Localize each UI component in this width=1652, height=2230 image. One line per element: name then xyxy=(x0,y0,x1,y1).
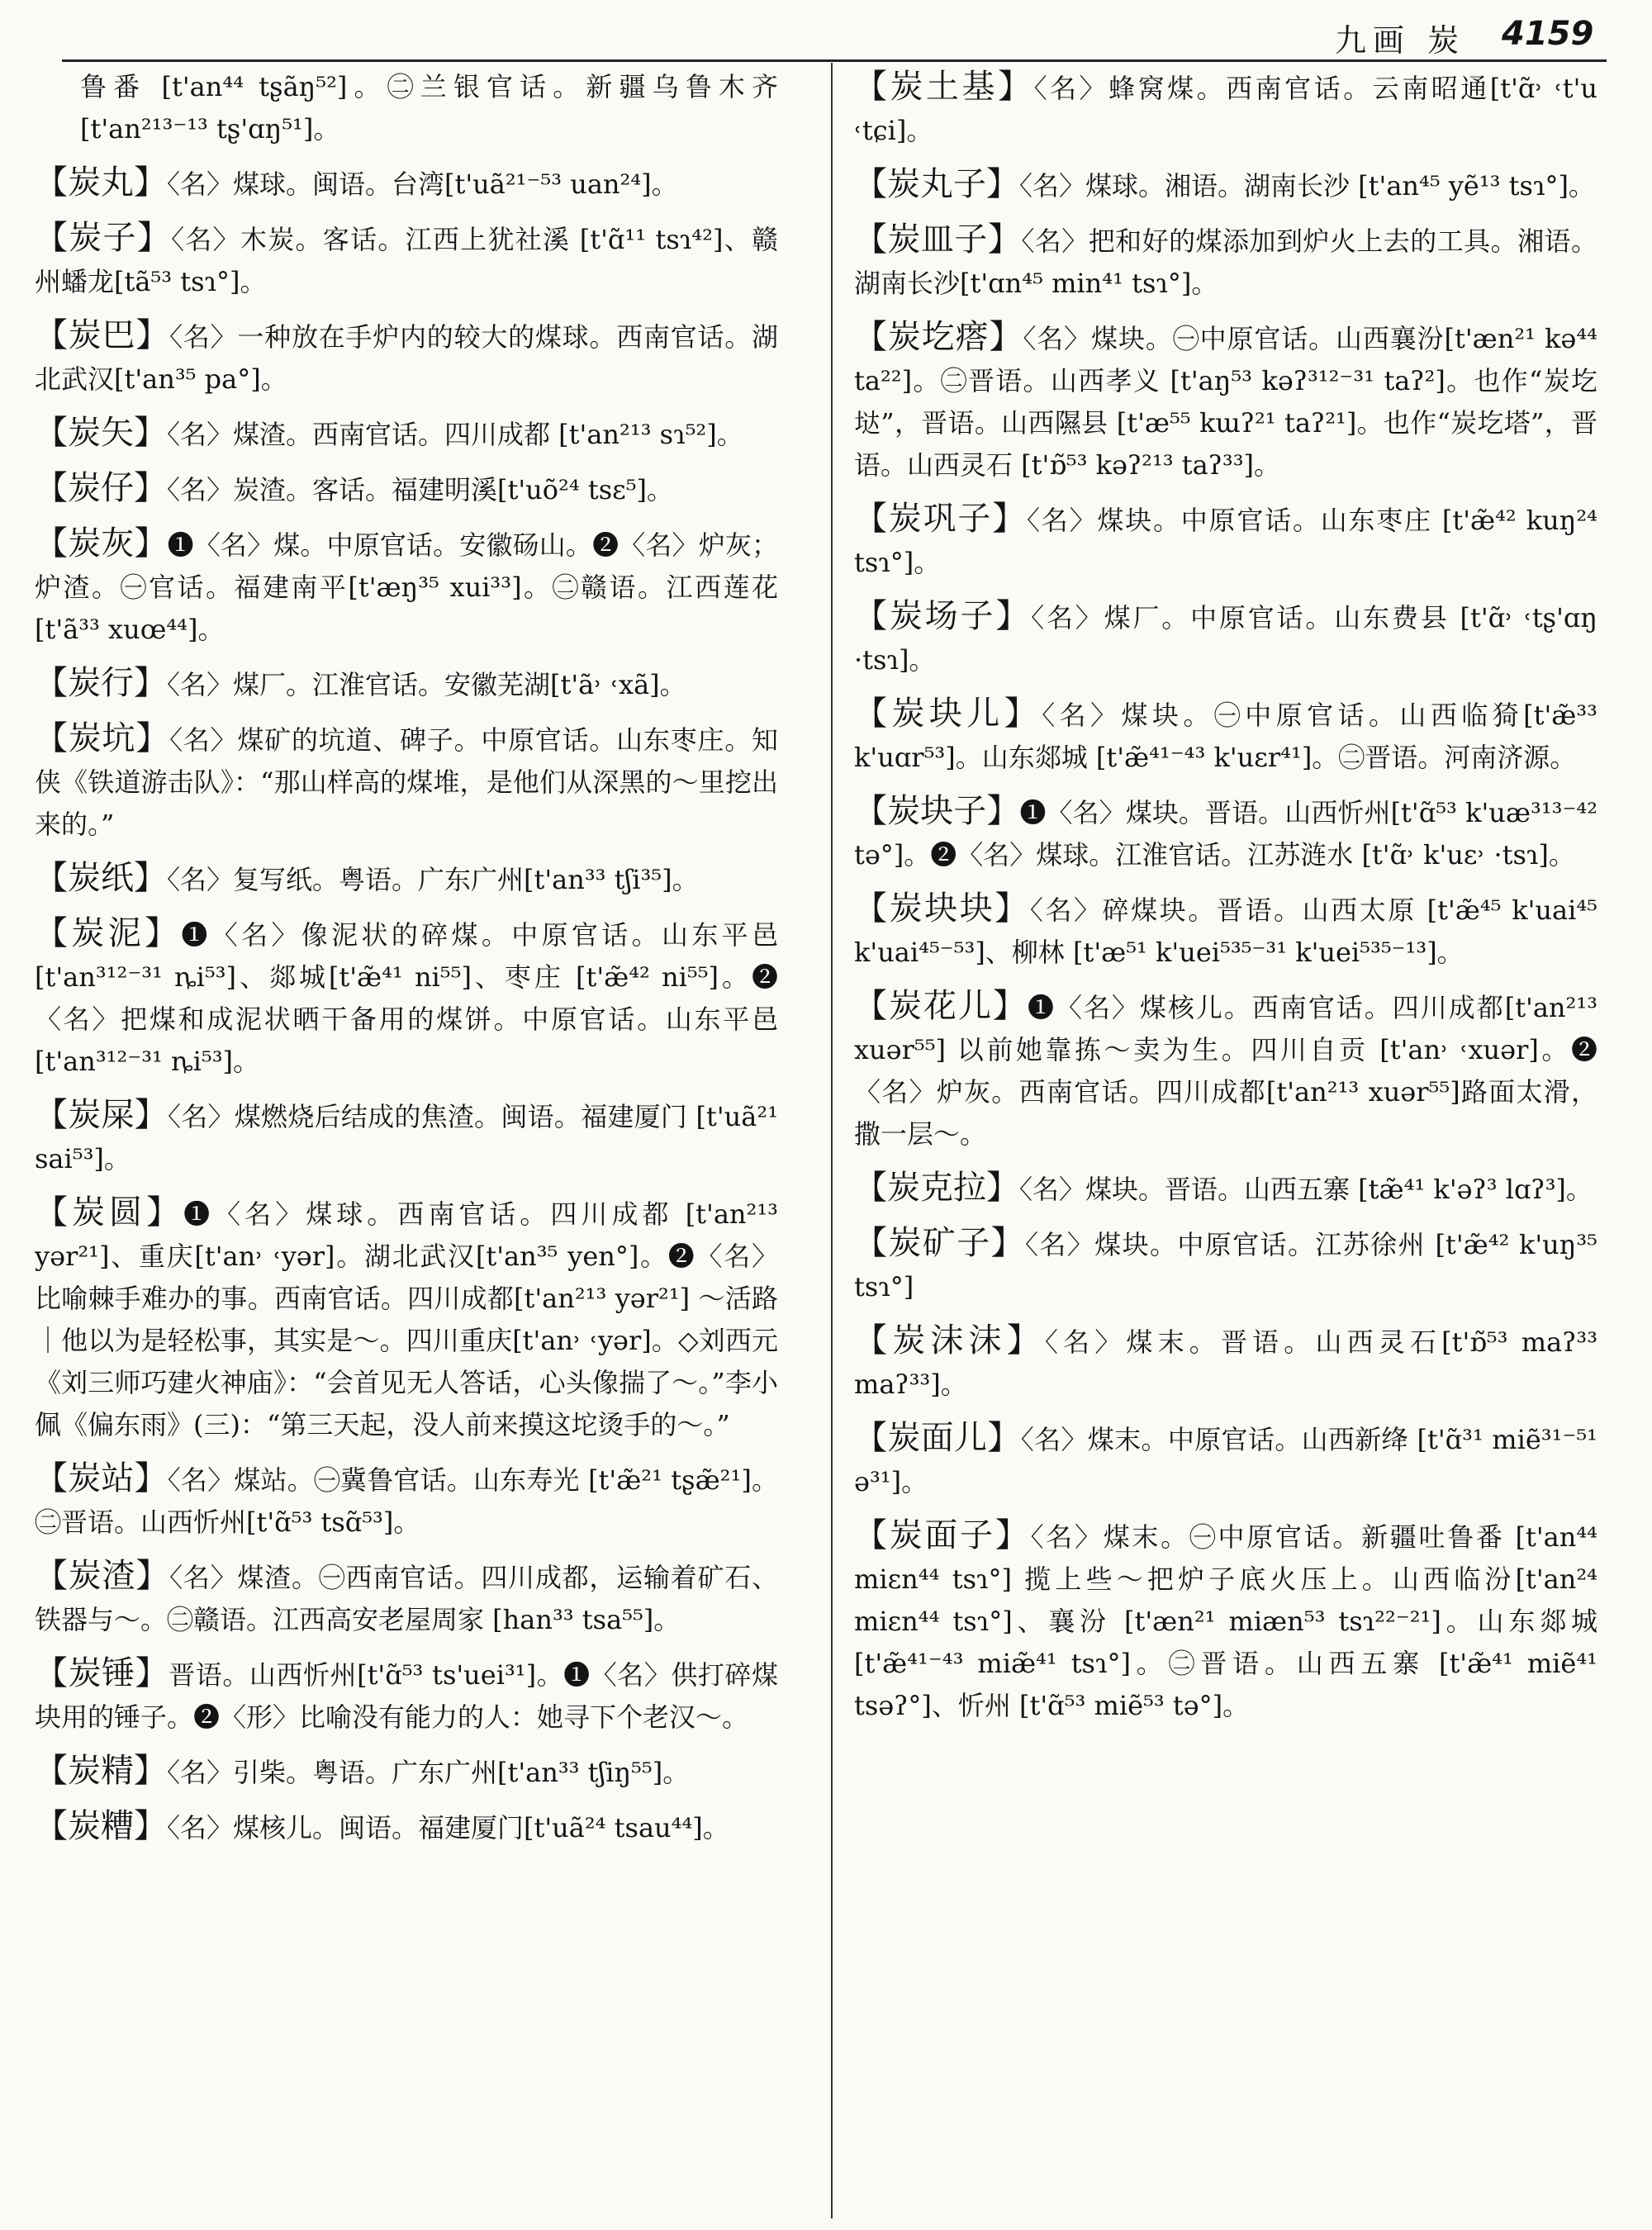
entry-headword: 【炭面儿】 xyxy=(854,1419,1021,1457)
entry-definition: 〈名〉煤厂。江淮官话。安徽芜湖[t'ã˒ ˓xã]。 xyxy=(167,669,686,700)
entry-headword: 【炭花儿】 xyxy=(854,987,1028,1025)
entry-definition: ❶〈名〉煤核儿。西南官话。四川成都[t'an²¹³ xuər⁵⁵] 以前她靠拣～卖为生。四川自贡 [t'an˒ ˓xuər]。❷〈名〉炉灰。西南官话。四川成都[t'an²¹³ xuər⁵⁵]路面太滑，撒一层～。 xyxy=(854,992,1598,1150)
entry-headword: 【炭矢】 xyxy=(35,414,167,452)
entry-headword: 【炭块儿】 xyxy=(854,695,1042,733)
entry-definition: 〈名〉煤块。中原官话。山东枣庄 [t'æ̃⁴² kuŋ²⁴ tsɿ°]。 xyxy=(854,505,1597,578)
entry-headword: 【炭圆】 xyxy=(35,1193,184,1231)
entry-headword: 【炭丸】 xyxy=(35,164,167,202)
entry-headword: 【炭坑】 xyxy=(35,719,170,757)
dictionary-entry xyxy=(854,1320,1597,1406)
entry-headword: 【炭泥】 xyxy=(35,914,182,952)
dictionary-entry xyxy=(35,913,778,1083)
dictionary-entry xyxy=(35,467,778,511)
dictionary-entry xyxy=(854,164,1597,207)
entry-headword: 【炭灰】 xyxy=(35,524,168,562)
dictionary-entry xyxy=(35,1458,778,1544)
entry-definition: ❶〈名〉煤球。西南官话。四川成都 [t'an²¹³ yər²¹]、重庆[t'an˒ ˓yər]。湖北武汉[t'an³⁵ yen°]。❷〈名〉比喻棘手难办的事。西南官话。四川成都[t'an²¹³ yər²¹] ～活路｜他以为是轻松事，其实是～。四川重庆[t'an˒ ˓yər]。◇刘西元《刘三师巧建火神庙》：“会首见无人答话，心头像揣了～。”李小佩《偏东雨》(三)：“第三天起，没人前来摸这坨烫手的～。” xyxy=(35,1198,779,1440)
entry-definition: 〈名〉引柴。粤语。广东广州[t'an³³ tʃiŋ⁵⁵]。 xyxy=(167,1757,690,1788)
entry-headword: 【炭矿子】 xyxy=(854,1224,1025,1262)
column-divider xyxy=(831,63,833,2218)
entry-headword: 【炭仔】 xyxy=(35,469,167,507)
entry-headword: 【炭面子】 xyxy=(854,1516,1031,1554)
dictionary-entry xyxy=(854,1417,1597,1503)
entry-headword: 【炭糟】 xyxy=(35,1807,167,1845)
dictionary-entry xyxy=(854,219,1597,305)
dictionary-entry xyxy=(854,595,1597,681)
entry-headword: 【炭土基】 xyxy=(854,68,1034,106)
dictionary-entry xyxy=(854,498,1597,584)
running-header xyxy=(0,0,1652,58)
entry-definition: 〈名〉煤厂。中原官话。山东费县 [t'ɑ̃˒ ˓tʂ'ɑŋ ·tsɿ]。 xyxy=(854,602,1597,676)
dictionary-entry xyxy=(35,1192,778,1446)
entry-definition: 〈名〉炭渣。客话。福建明溪[t'uõ²⁴ tsɛ⁵]。 xyxy=(167,474,674,505)
entry-definition: 〈名〉煤末。㊀中原官话。新疆吐鲁番 [t'an⁴⁴ miɛn⁴⁴ tsɿ°] 揽上些～把炉子底火压上。山西临汾[t'an²⁴ miɛn⁴⁴ tsɿ°]、襄汾 [t'æn²¹ miæn⁵³ tsɿ²²⁻²¹]。山东郯城 [t'æ̃⁴¹⁻⁴³ miæ̃⁴¹ tsɿ°]。㊁晋语。山西五寨 [t'æ̃⁴¹ miẽ⁴¹ tsəʔ°]、忻州 [t'ɑ̃⁵³ miẽ⁵³ tə°]。 xyxy=(854,1521,1598,1721)
dictionary-entry xyxy=(35,66,778,150)
entry-definition: 〈名〉木炭。客话。江西上犹社溪 [t'ɑ̃¹¹ tsɿ⁴²]、赣州蟠龙[tã⁵³ tsɿ°]。 xyxy=(35,224,778,297)
dictionary-entry xyxy=(35,718,778,846)
entry-definition: 〈名〉煤球。闽语。台湾[t'uã²¹⁻⁵³ uan²⁴]。 xyxy=(167,168,678,200)
dictionary-entry xyxy=(854,1222,1597,1308)
entry-headword: 【炭克拉】 xyxy=(854,1169,1019,1207)
entry-headword: 【炭场子】 xyxy=(854,597,1032,635)
dictionary-entry xyxy=(854,66,1597,152)
entry-definition: 〈名〉煤渣。西南官话。四川成都 [t'an²¹³ sɿ⁵²]。 xyxy=(167,419,743,450)
entry-headword: 【炭站】 xyxy=(35,1459,168,1497)
entry-headword: 【炭丸子】 xyxy=(854,165,1019,203)
entry-definition: 〈名〉一种放在手炉内的较大的煤球。西南官话。湖北武汉[t'an³⁵ pa°]。 xyxy=(35,321,779,395)
entry-headword: 【炭巴】 xyxy=(35,316,170,354)
entry-headword: 【炭屎】 xyxy=(35,1096,169,1134)
dictionary-entry xyxy=(35,1653,778,1739)
entry-definition: 〈名〉煤渣。㊀西南官话。四川成都，运输着矿石、铁器与～。㊁赣语。江西高安老屋周家 [han³³ tsa⁵⁵]。 xyxy=(35,1562,779,1635)
entry-definition: 〈名〉煤末。中原官话。山西新绛 [t'ɑ̃³¹ miẽ³¹⁻⁵¹ ə³¹]。 xyxy=(854,1424,1598,1497)
entry-definition: 〈名〉煤核儿。闽语。福建厦门[t'uã²⁴ tsau⁴⁴]。 xyxy=(167,1812,729,1843)
dictionary-entry xyxy=(35,315,778,401)
entry-definition: 〈名〉复写纸。粤语。广东广州[t'an³³ tʃi³⁵]。 xyxy=(167,864,699,895)
entry-definition: 〈名〉蜂窝煤。西南官话。云南昭通[t'ɑ̃˒ ˓t'u ˓tɕi]。 xyxy=(854,73,1598,146)
dictionary-entry xyxy=(35,412,778,456)
dictionary-entry xyxy=(854,1515,1597,1727)
dictionary-entry xyxy=(854,790,1597,876)
entry-headword: 【炭纸】 xyxy=(35,859,167,897)
entry-headword: 【炭块块】 xyxy=(854,890,1030,928)
dictionary-entry xyxy=(854,1167,1597,1211)
dictionary-entry xyxy=(35,523,778,651)
entry-headword: 【炭沫沫】 xyxy=(854,1321,1045,1359)
entry-headword: 【炭块子】 xyxy=(854,792,1020,830)
entry-definition: 〈名〉煤站。㊀冀鲁官话。山东寿光 [t'æ̃²¹ tʂæ̃²¹]。㊁晋语。山西忻州[t'ɑ̃⁵³ tsɑ̃⁵³]。 xyxy=(35,1464,778,1538)
dictionary-entry xyxy=(35,1805,778,1849)
entry-definition: 〈名〉碎煤块。晋语。山西太原 [t'æ̃⁴⁵ k'uai⁴⁵ k'uai⁴⁵⁻⁵³]、柳林 [t'æ⁵¹ k'uei⁵³⁵⁻³¹ k'uei⁵³⁵⁻¹³]。 xyxy=(854,894,1598,968)
entry-headword: 【炭皿子】 xyxy=(854,221,1022,259)
entry-definition: ❶〈名〉像泥状的碎煤。中原官话。山东平邑 [t'an³¹²⁻³¹ ȵi⁵³]、郯城[t'æ̃⁴¹ ni⁵⁵]、枣庄 [t'æ̃⁴² ni⁵⁵]。❷〈名〉把煤和成泥状晒干备用的煤饼。中原官话。山东平邑[t'an³¹²⁻³¹ ȵi⁵³]。 xyxy=(35,919,779,1077)
header-rule xyxy=(62,59,1607,62)
entry-headword: 【炭精】 xyxy=(35,1752,167,1790)
dictionary-entry xyxy=(35,162,778,206)
dictionary-entry xyxy=(35,1750,778,1794)
dictionary-entry xyxy=(35,662,778,706)
entry-definition: 〈名〉把和好的煤添加到炉火上去的工具。湘语。湖南长沙[t'ɑn⁴⁵ min⁴¹ tsɿ°]。 xyxy=(854,225,1598,299)
dictionary-entry xyxy=(35,217,778,303)
dictionary-entry xyxy=(854,888,1597,974)
entry-headword: 【炭子】 xyxy=(35,219,172,257)
entry-definition: 〈名〉煤块。㊀中原官话。山西襄汾[t'æn²¹ kə⁴⁴ ta²²]。㊁晋语。山西孝义 [t'aŋ⁵³ kəʔ³¹²⁻³¹ taʔ²]。也作“炭圪垯”，晋语。山西隰县 [t'æ⁵⁵ kɯʔ²¹ taʔ²¹]。也作“炭圪塔”，晋语。山西灵石 [t'ɒ̃⁵³ kəʔ²¹³ taʔ³³]。 xyxy=(854,323,1598,481)
entry-headword: 【炭巩子】 xyxy=(854,500,1027,538)
dictionary-entry xyxy=(35,1094,778,1180)
page-number: 4159 xyxy=(1502,15,1594,53)
dictionary-entry xyxy=(35,1555,778,1641)
entry-headword: 【炭渣】 xyxy=(35,1557,170,1595)
dictionary-entry xyxy=(854,316,1597,486)
entry-headword: 【炭行】 xyxy=(35,664,167,702)
right-column xyxy=(854,66,1597,1739)
entry-definition: ❶〈名〉煤。中原官话。安徽砀山。❷〈名〉炉灰；炉渣。㊀官话。福建南平[t'æŋ³⁵ xui³³]。㊁赣语。江西莲花[t'ã³³ xuœ⁴⁴]。 xyxy=(35,529,778,645)
left-column xyxy=(35,66,778,1861)
entry-definition: ❶〈名〉煤块。晋语。山西忻州[t'ɑ̃⁵³ k'uæ³¹³⁻⁴² tə°]。❷〈名〉煤球。江淮官话。江苏涟水 [t'ɑ̃˒ k'uɛ˒ ·tsɿ]。 xyxy=(854,797,1598,871)
dictionary-entry xyxy=(854,693,1597,779)
entry-definition: 〈名〉煤末。晋语。山西灵石[t'ɒ̃⁵³ maʔ³³ maʔ³³]。 xyxy=(854,1326,1598,1400)
dictionary-entry xyxy=(854,985,1597,1155)
entry-headword: 【炭锤】 xyxy=(35,1654,169,1692)
header-section: 九画 炭 xyxy=(1335,22,1466,59)
entry-definition: 〈名〉煤块。中原官话。江苏徐州 [t'æ̃⁴² k'uŋ³⁵ tsɿ°] xyxy=(854,1229,1598,1302)
entry-definition: 鲁番 [t'an⁴⁴ tʂãŋ⁵²]。㊁兰银官话。新疆乌鲁木齐 [t'an²¹³⁻¹³ tʂ'ɑŋ⁵¹]。 xyxy=(80,71,778,145)
entry-definition: 〈名〉煤块。晋语。山西五寨 [tæ̃⁴¹ k'əʔ³ lɑʔ³]。 xyxy=(1019,1174,1593,1205)
entry-definition: 晋语。山西忻州[t'ɑ̃⁵³ ts'uei³¹]。❶〈名〉供打碎煤块用的锤子。❷〈形〉比喻没有能力的人：她寻下个老汉～。 xyxy=(35,1659,779,1733)
entry-definition: 〈名〉煤块。㊀中原官话。山西临猗[t'æ̃³³ k'uɑr⁵³]。山东郯城 [t'æ̃⁴¹⁻⁴³ k'uɛr⁴¹]。㊁晋语。河南济源。 xyxy=(854,700,1598,773)
entry-headword: 【炭圪瘩】 xyxy=(854,318,1023,356)
entry-definition: 〈名〉煤矿的坑道、碑子。中原官话。山东枣庄。知侠《铁道游击队》：“那山样高的煤堆，是他们从深黑的～里挖出来的。” xyxy=(35,724,779,840)
entry-definition: 〈名〉煤燃烧后结成的焦渣。闽语。福建厦门 [t'uã²¹ sai⁵³]。 xyxy=(35,1101,779,1174)
dictionary-entry xyxy=(35,857,778,901)
entry-definition: 〈名〉煤球。湘语。湖南长沙 [t'an⁴⁵ yẽ¹³ tsɿ°]。 xyxy=(1019,170,1595,202)
